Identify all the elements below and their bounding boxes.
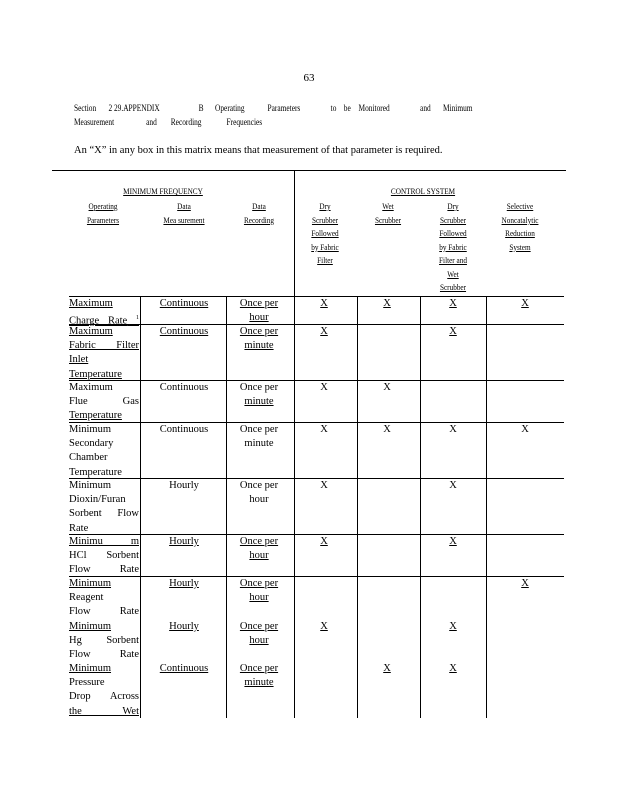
row-3-measurement: Continuous — [159, 424, 209, 435]
row-4-dry-fabric-wet-mark: X — [449, 480, 457, 491]
page-number: 63 — [303, 72, 315, 84]
row-6-sncr-mark: X — [521, 578, 529, 589]
col-header-data-measurement: Data Mea surement — [163, 201, 205, 225]
row-2-dry-fabric-mark: X — [320, 382, 328, 393]
row-4-measurement: Hourly — [169, 480, 199, 491]
row-0-wet-mark: X — [383, 298, 391, 309]
row-4-recording: Once per hour — [239, 480, 279, 506]
row-8-wet-mark: X — [383, 663, 391, 674]
row-1-param: Maximum Fabric Filter Inlet Temperature — [69, 326, 139, 380]
group-header-frequency: MINIMUM FREQUENCY — [123, 186, 203, 196]
intro-sentence: An “X” in any box in this matrix means that measurement of that parameter is required. — [74, 145, 443, 156]
row-1-dry-fabric-wet-mark: X — [449, 326, 457, 337]
row-8-param: Minimum Pressure Drop Across the Wet — [69, 663, 139, 717]
row-0-param: Maximum Charge Rate $^1$ — [69, 298, 139, 327]
row-7-dry-fabric-mark: X — [320, 621, 328, 632]
row-2-wet-mark: X — [383, 382, 391, 393]
row-3-wet-mark: X — [383, 424, 391, 435]
row-2-param: Maximum Flue Gas Temperature — [69, 382, 139, 422]
row-4-dry-fabric-mark: X — [320, 480, 328, 491]
row-1-recording: Once per minute — [239, 326, 279, 352]
row-7-param: Minimum Hg Sorbent Flow Rate — [69, 621, 139, 661]
row-5-dry-fabric-mark: X — [320, 536, 328, 547]
row-6-recording: Once per hour — [239, 578, 279, 604]
row-5-recording: Once per hour — [239, 536, 279, 562]
row-7-dry-fabric-wet-mark: X — [449, 621, 457, 632]
row-6-measurement: Hourly — [169, 578, 199, 589]
row-7-recording: Once per hour — [239, 621, 279, 647]
row-5-dry-fabric-wet-mark: X — [449, 536, 457, 547]
row-3-sncr-mark: X — [521, 424, 529, 435]
row-0-sncr-mark: X — [521, 298, 529, 309]
col-header-data-recording: Data Recording — [243, 201, 275, 225]
row-3-dry-fabric-mark: X — [320, 424, 328, 435]
col-header-operating-parameters: Operating Parameters — [86, 201, 120, 225]
row-7-measurement: Hourly — [169, 621, 199, 632]
row-4-param: Minimum Dioxin/Furan Sorbent Flow Rate — [69, 480, 139, 534]
row-2-recording: Once per minute — [239, 382, 279, 408]
row-0-measurement: Continuous — [159, 298, 209, 309]
col-header-sncr: Selective Noncatalytic Reduction System — [501, 201, 539, 252]
row-8-measurement: Continuous — [159, 663, 209, 674]
row-8-dry-fabric-wet-mark: X — [449, 663, 457, 674]
row-5-param: Minimu m HCl Sorbent Flow Rate — [69, 536, 139, 576]
row-1-measurement: Continuous — [159, 326, 209, 337]
row-3-recording: Once per minute — [239, 424, 279, 450]
row-3-param: Minimum Secondary Chamber Temperature — [69, 424, 122, 478]
row-0-recording: Once per hour — [239, 298, 279, 324]
group-header-control-system: CONTROL SYSTEM — [390, 186, 456, 196]
row-3-dry-fabric-wet-mark: X — [449, 424, 457, 435]
row-1-dry-fabric-mark: X — [320, 326, 328, 337]
section-title-line1: Section 2 29.APPENDIX B Operating Parameters to be Monitored and Minimum — [74, 103, 473, 113]
row-2-measurement: Continuous — [159, 382, 209, 393]
col-header-wet-scrubber: Wet Scrubber — [374, 201, 402, 225]
section-title-line2: Measurement and Recording Frequencies — [74, 117, 263, 127]
row-5-measurement: Hourly — [169, 536, 199, 547]
row-0-dry-fabric-mark: X — [320, 298, 328, 309]
row-0-dry-fabric-wet-mark: X — [449, 298, 457, 309]
col-header-dry-fabric-wet: Dry Scrubber Followed by Fabric Filter and Wet Scrubber — [439, 201, 467, 292]
row-6-param: Minimum Reagent Flow Rate — [69, 578, 139, 618]
col-header-dry-scrubber-fabric-filter: Dry Scrubber Followed by Fabric Filter — [311, 201, 339, 265]
row-8-recording: Once per minute — [239, 663, 279, 689]
